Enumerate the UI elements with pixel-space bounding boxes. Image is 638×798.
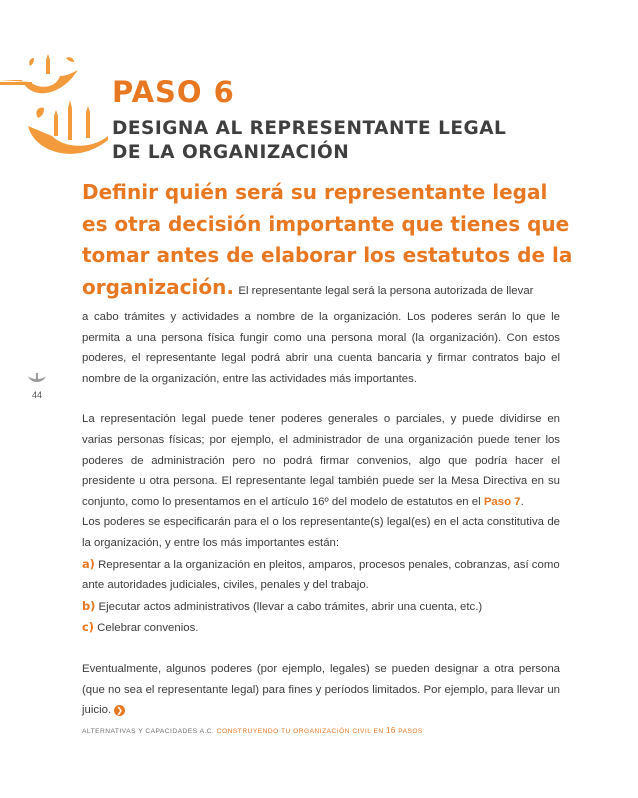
powers-paragraph: Los poderes se especificarán para el o los representante(s) legal(es) en el acta constitutiva de la organización, y entre los más importantes están: xyxy=(82,516,560,549)
list-item-text: Representar a la organización en pleitos, amparos, procesos penales, cobranzas, así como ante autoridades judiciales, civiles, penales y del trabajo. xyxy=(82,558,560,592)
page-footer xyxy=(82,726,423,735)
closing-text: Eventualmente, algunos poderes (por ejemplo, legales) se pueden designar a otra persona (que no sea el representante legal) para fines y períodos limitados. Por ejemplo, para llevar un juicio. xyxy=(82,662,560,717)
boat-ornament-icon xyxy=(24,96,110,166)
list-item xyxy=(82,617,560,639)
lead-line-4: organización. xyxy=(82,274,234,299)
list-item-text: Ejecutar actos administrativos (llevar a cabo trámites, abrir una cuenta, etc.) xyxy=(98,600,483,613)
step-subtitle-line-2: DE LA ORGANIZACIÓN xyxy=(112,142,350,163)
list-item-text: Celebrar convenios. xyxy=(97,622,199,635)
representation-text: La representación legal puede tener poderes generales o parciales, y puede dividirse en varias personas físicas; por ejemplo, el administrador de una organización puede tener los poderes de administración pero no podrá firmar convenios, algo que podría hacer el presidente u otra persona. El representante legal también puede ser la Mesa Directiva en su conjunto, como lo presentamos en el artículo 16º del modelo de estatutos en el xyxy=(82,413,560,508)
representation-paragraph xyxy=(82,409,560,512)
representation-end: . xyxy=(520,495,524,508)
lead-line-2: es otra decisión importante que tienes que xyxy=(82,211,570,236)
list-item xyxy=(82,554,560,596)
footer-book-pre: CONSTRUYENDO TU ORGANIZACIÓN CIVIL EN xyxy=(216,728,384,735)
paragraph-gap xyxy=(82,389,560,409)
page-number-marker xyxy=(26,372,48,400)
page-number: 44 xyxy=(31,390,42,400)
lead-line-1: Definir quién será su representante legal xyxy=(82,180,548,204)
intro-inline-text: El representante legal será la persona autorizada de llevar xyxy=(238,284,534,297)
step-title: PASO 6 xyxy=(112,75,235,109)
footer-book-title xyxy=(217,728,423,735)
paso-7-link[interactable]: Paso 7 xyxy=(483,495,521,508)
main-content xyxy=(82,177,573,721)
intro-paragraph: a cabo trámites y actividades a nombre de la organización. Los poderes serán lo que le permita a una persona física fungir como una persona moral (la organización). Con estos poderes, el representante legal podrá abrir una cuenta bancaria y firmar contratos bajo el nombre de la organización, entre las actividades más importantes. xyxy=(82,311,560,385)
list-item-letter: b) xyxy=(82,598,96,613)
footer-org: ALTERNATIVAS Y CAPACIDADES A.C. xyxy=(82,728,215,735)
paragraph-gap xyxy=(82,639,560,659)
closing-paragraph xyxy=(82,659,560,721)
lead-line-3: tomar antes de elaborar los estatutos de la xyxy=(82,243,573,267)
step-subtitle-line-1: DESIGNA AL REPRESENTANTE LEGAL xyxy=(112,118,507,139)
footer-book-post: PASOS xyxy=(398,728,423,735)
lead-line-4-row xyxy=(82,272,560,308)
small-boat-icon xyxy=(28,373,46,385)
footer-book-number: 16 xyxy=(385,726,396,735)
list-item-letter: a) xyxy=(82,556,95,571)
step-subtitle xyxy=(112,117,506,165)
list-item-letter: c) xyxy=(82,620,94,635)
end-of-section-icon: ❯ xyxy=(114,705,125,716)
list-item xyxy=(82,596,560,618)
